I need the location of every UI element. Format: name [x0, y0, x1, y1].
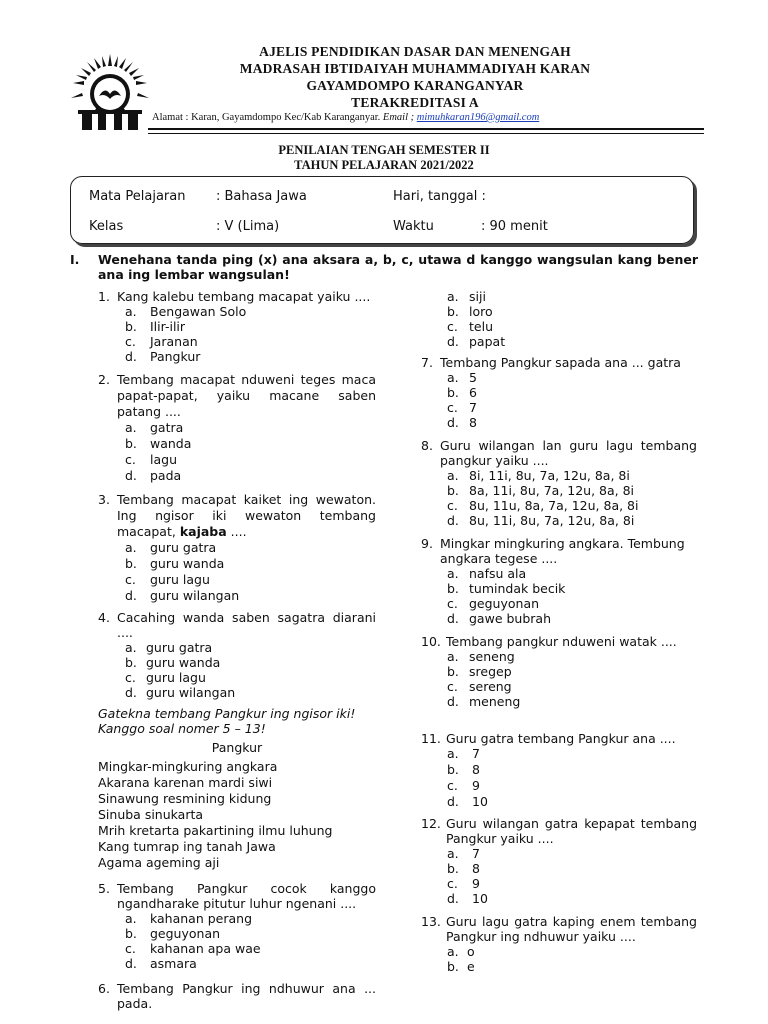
question-text: Guru lagu gatra kaping enem tembang Pangkur ing ndhuwur yaiku ....: [446, 914, 697, 944]
option[interactable]: c. Jaranan: [125, 334, 198, 349]
note-line: Kanggo soal nomer 5 – 13!: [98, 721, 266, 736]
poem-line: Akarana karenan mardi siwi: [98, 775, 273, 790]
question-text: Tembang Pangkur sapada ana ... gatra: [440, 355, 681, 370]
option[interactable]: d. gawe bubrah: [447, 611, 551, 626]
option[interactable]: b. e: [447, 959, 475, 974]
email-label: Email ;: [382, 112, 415, 123]
option[interactable]: b. 8: [447, 861, 480, 876]
question-text: Guru wilangan gatra kepapat tembang Pangkur yaiku ....: [446, 816, 697, 846]
question-text: Tembang Pangkur ing ndhuwur ana ... pada.: [117, 981, 376, 1011]
question-text: Tembang Pangkur cocok kanggo ngandharake pitutur luhur ngenani ....: [117, 881, 376, 911]
address-line: [152, 112, 539, 123]
time-label: Waktu: [393, 219, 434, 234]
question-13: [421, 914, 697, 974]
poem-line: Sinawung resmining kidung: [98, 791, 272, 806]
emphasis-word: kajaba: [179, 524, 227, 539]
section-instruction: Wenehana tanda ping (x) ana aksara a, b, c, utawa d kanggo wangsulan kang bener ana ing lembar wangsulan!: [98, 252, 698, 282]
option[interactable]: b. 8a, 11i, 8u, 7a, 12u, 8a, 8i: [447, 483, 635, 498]
option[interactable]: b. 6: [447, 385, 477, 400]
option[interactable]: c. sereng: [447, 679, 512, 694]
option[interactable]: a. kahanan perang: [125, 911, 253, 926]
info-box: [70, 176, 694, 244]
option[interactable]: a. nafsu ala: [447, 566, 527, 581]
question-2: [98, 372, 376, 484]
option[interactable]: c. geguyonan: [447, 596, 540, 611]
option[interactable]: b. Ilir-ilir: [125, 319, 186, 334]
section-number: I.: [70, 252, 80, 267]
option[interactable]: c. telu: [447, 319, 493, 334]
option[interactable]: d. papat: [447, 334, 506, 349]
question-6: [98, 981, 376, 1011]
option[interactable]: d. 10: [447, 794, 488, 809]
option[interactable]: a. 8i, 11i, 8u, 7a, 12u, 8a, 8i: [447, 468, 630, 483]
question-number: 7.: [421, 355, 433, 370]
option[interactable]: d. guru wilangan: [125, 588, 240, 603]
header-accreditation: TERAKREDITASI A: [351, 95, 479, 110]
option[interactable]: a. siji: [447, 289, 486, 304]
right-column: [421, 289, 697, 980]
question-number: 4.: [98, 610, 110, 625]
option[interactable]: c. 9: [447, 778, 480, 793]
question-8: [421, 438, 697, 528]
option[interactable]: b. tumindak becik: [447, 581, 566, 596]
option[interactable]: d. 10: [447, 891, 488, 906]
question-9: [421, 536, 697, 626]
option[interactable]: b. wanda: [125, 436, 192, 451]
option[interactable]: a. guru gatra: [125, 540, 217, 555]
note-line: Gatekna tembang Pangkur ing ngisor iki!: [98, 706, 356, 721]
question-3: [98, 492, 376, 604]
reading-note: [98, 706, 376, 736]
option[interactable]: c. guru lagu: [125, 572, 210, 587]
option[interactable]: c. 7: [447, 400, 477, 415]
question-number: 11.: [421, 731, 441, 746]
poem-line: Agama ageming aji: [98, 855, 220, 870]
option[interactable]: a. 7: [447, 746, 480, 761]
question-text: Guru wilangan lan guru lagu tembang pangkur yaiku ....: [440, 438, 697, 468]
question-number: 12.: [421, 816, 441, 831]
header-rule-thin: [148, 133, 704, 134]
option[interactable]: a. 5: [447, 370, 477, 385]
option[interactable]: a. 7: [447, 846, 480, 861]
option[interactable]: d. 8u, 11i, 8u, 7a, 12u, 8a, 8i: [447, 513, 635, 528]
option[interactable]: d. pada: [125, 468, 182, 483]
subject-label: Mata Pelajaran: [89, 189, 186, 204]
poem-title: Pangkur: [211, 740, 263, 755]
question-text: Tembang pangkur nduweni watak ....: [446, 634, 677, 649]
question-number: 13.: [421, 914, 441, 929]
poem-line: Kang tumrap ing tanah Jawa: [98, 839, 276, 854]
option[interactable]: c. 8u, 11u, 8a, 7a, 12u, 8a, 8i: [447, 498, 639, 513]
option[interactable]: b. loro: [447, 304, 493, 319]
option[interactable]: c. kahanan apa wae: [125, 941, 261, 956]
subject-value: : Bahasa Jawa: [216, 189, 307, 204]
question-1: [98, 289, 376, 364]
question-number: 2.: [98, 372, 110, 387]
question-text: Mingkar mingkuring angkara. Tembung angkara tegese ....: [440, 536, 685, 566]
exam-year: TAHUN PELAJARAN 2021/2022: [294, 158, 474, 172]
option[interactable]: a. o: [447, 944, 475, 959]
poem-body: [98, 759, 376, 871]
option[interactable]: d. meneng: [447, 694, 521, 709]
address-text: Alamat : Karan, Gayamdompo Kec/Kab Karanganyar.: [152, 112, 381, 123]
question-4: [98, 610, 376, 700]
question-number: 5.: [98, 881, 110, 896]
option[interactable]: b. sregep: [447, 664, 512, 679]
option[interactable]: d. Pangkur: [125, 349, 201, 364]
poem-line: Mingkar-mingkuring angkara: [98, 759, 278, 774]
question-6-options: [447, 289, 697, 349]
question-number: 3.: [98, 492, 110, 507]
question-11: [421, 731, 697, 810]
question-number: 8.: [421, 438, 433, 453]
class-value: : V (Lima): [216, 219, 280, 234]
question-number: 1.: [98, 289, 110, 304]
option[interactable]: a. gatra: [125, 420, 184, 435]
question-text: Guru gatra tembang Pangkur ana ....: [446, 731, 676, 746]
day-label: Hari, tanggal :: [393, 189, 486, 204]
question-number: 10.: [421, 634, 441, 649]
option[interactable]: b. 8: [447, 762, 480, 777]
option[interactable]: b. geguyonan: [125, 926, 221, 941]
question-number: 6.: [98, 981, 110, 996]
poem-line: Sinuba sinukarta: [98, 807, 204, 822]
question-7: [421, 355, 697, 430]
option[interactable]: c. guru lagu: [125, 670, 206, 685]
option[interactable]: b. guru wanda: [125, 655, 221, 670]
option[interactable]: d. 8: [447, 415, 477, 430]
option[interactable]: c. lagu: [125, 452, 177, 467]
question-12: [421, 816, 697, 906]
left-column: [98, 289, 376, 1017]
option[interactable]: a. guru gatra: [125, 640, 213, 655]
question-5: [98, 881, 376, 971]
option[interactable]: a. Bengawan Solo: [125, 304, 247, 319]
question-text: Tembang macapat nduweni teges maca papat-papat, yaiku macane saben patang ....: [117, 372, 376, 419]
option[interactable]: c. 9: [447, 876, 480, 891]
question-text: Kang kalebu tembang macapat yaiku ....: [117, 289, 371, 304]
header-foundation: AJELIS PENDIDIKAN DASAR DAN MENENGAH: [259, 44, 571, 59]
option[interactable]: b. guru wanda: [125, 556, 225, 571]
poem-line: Mrih kretarta pakartining ilmu luhung: [98, 823, 333, 838]
question-10: [421, 634, 697, 709]
question-number: 9.: [421, 536, 433, 551]
header-location: GAYAMDOMPO KARANGANYAR: [306, 78, 524, 93]
header-rule-thick: [148, 128, 704, 130]
time-value: : 90 menit: [481, 219, 548, 234]
option[interactable]: a. seneng: [447, 649, 515, 664]
class-label: Kelas: [89, 219, 124, 234]
question-text: Tembang macapat kaiket ing wewaton. Ing ngisor iki wewaton tembang macapat, kajaba ....: [117, 492, 376, 539]
school-logo-icon: [68, 52, 152, 136]
option[interactable]: d. guru wilangan: [125, 685, 236, 700]
question-text: Cacahing wanda saben sagatra diarani ....: [117, 610, 376, 640]
email-link[interactable]: mimuhkaran196@gmail.com: [416, 112, 540, 123]
header-school: MADRASAH IBTIDAIYAH MUHAMMADIYAH KARAN: [239, 61, 591, 76]
exam-title: PENILAIAN TENGAH SEMESTER II: [278, 143, 490, 157]
option[interactable]: d. asmara: [125, 956, 197, 971]
